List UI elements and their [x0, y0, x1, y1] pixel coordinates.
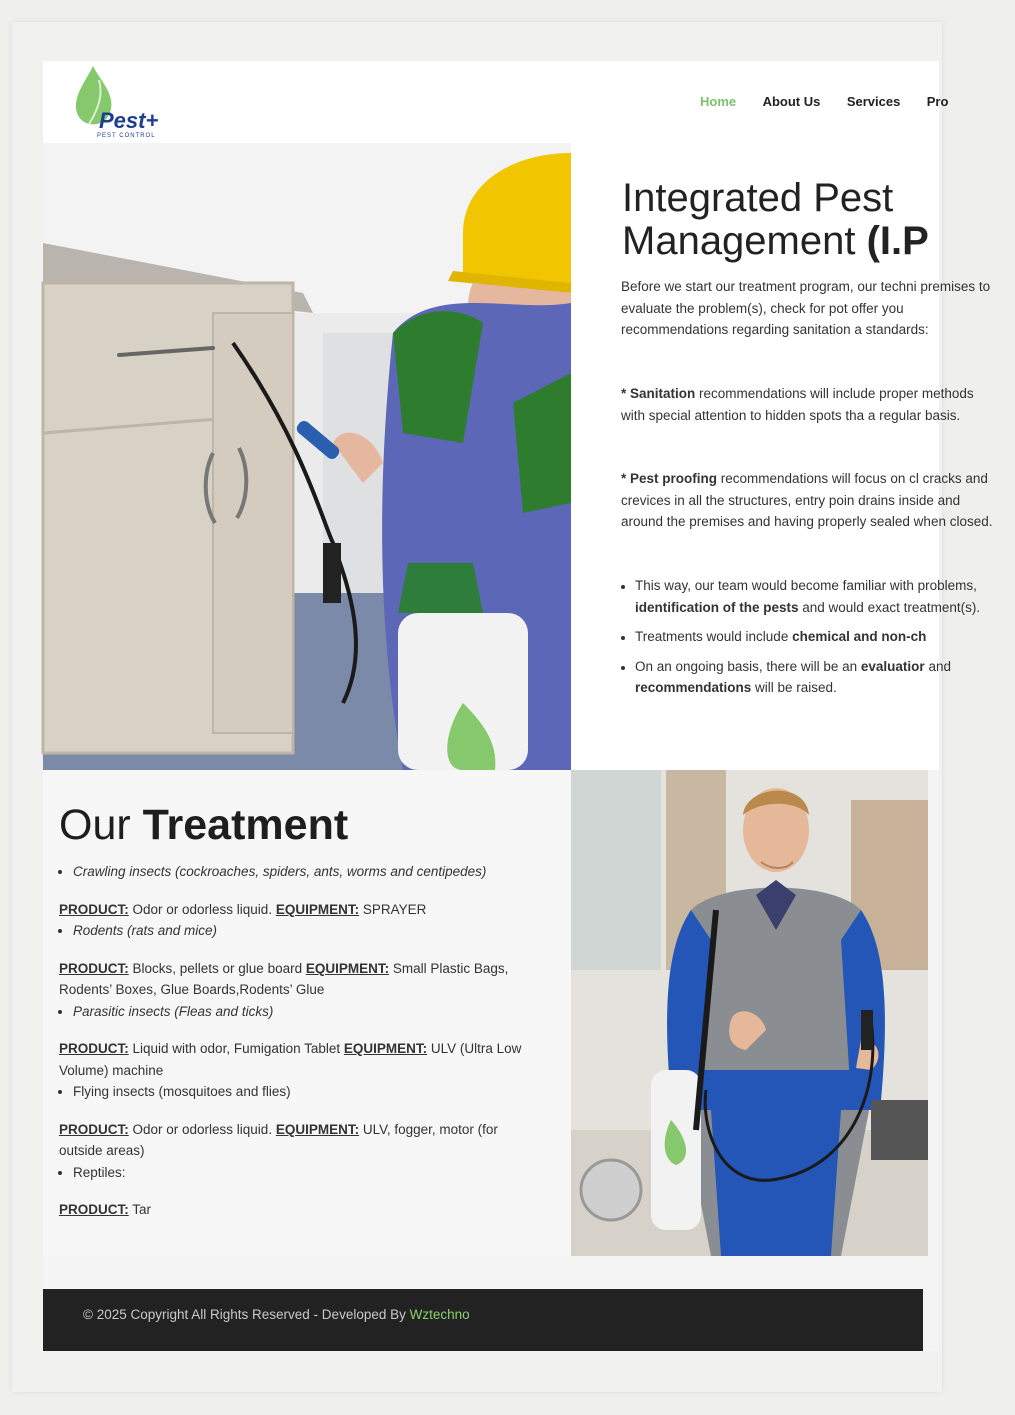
list-item: • Flying insects (mosquitoes and flies) — [73, 1081, 529, 1103]
list-item: • This way, our team would become familiar with problems, identification of the pests and would exact treatment(s). — [635, 575, 1015, 618]
proofing-label: Pest proofing — [630, 471, 718, 486]
proofing-star: * — [621, 471, 627, 486]
ipm-intro: Before we start our treatment program, our techni premises to evaluate the problem(s), check for pot offer you recommendations regarding sanitation a standards: — [621, 279, 991, 337]
ipm-sanitation — [621, 383, 1001, 426]
footer-copyright — [83, 1307, 470, 1322]
ipm-section — [571, 143, 993, 770]
list-item: • Rodents (rats and mice) — [73, 920, 529, 942]
copyright-text: © 2025 Copyright All Rights Reserved - Developed By — [83, 1307, 410, 1322]
nav-products[interactable]: Pro — [926, 94, 949, 109]
leaf-drop-icon — [73, 64, 173, 140]
product-line: PRODUCT: Odor or odorless liquid. EQUIPMENT: SPRAYER — [59, 901, 427, 917]
main-nav — [700, 93, 970, 111]
logo-wordmark: Pest+ — [99, 108, 159, 133]
list-item: • On an ongoing basis, there will be an evaluatior and recommendations will be raised. — [635, 656, 1015, 699]
sanitation-text: recommendations will include proper methods with special attention to hidden spots tha a regular basis. — [621, 386, 974, 423]
ipm-heading-line2: Management — [622, 219, 856, 263]
ipm-pest-proofing — [621, 468, 1001, 533]
site-footer — [43, 1289, 923, 1351]
sanitation-star: * — [621, 386, 627, 401]
treatment-list — [59, 861, 529, 1221]
proofing-text: recommendations will focus on cl cracks and crevices in all the structures, entry poin drains inside and around the premises and having properly sealed when closed. — [621, 471, 993, 529]
ipm-heading-line1: Integrated Pest — [622, 176, 894, 220]
ipm-bullet-list — [621, 575, 1015, 707]
ipm-heading — [622, 177, 952, 263]
sanitation-label: Sanitation — [630, 386, 696, 401]
ipm-heading-abbr: (I.P — [866, 219, 929, 263]
nav-home[interactable]: Home — [700, 94, 737, 109]
treatment-heading — [59, 800, 348, 850]
product-line: PRODUCT: Blocks, pellets or glue board EQUIPMENT: Small Plastic Bags, Rodents’ Boxes, Glue Boards,Rodents’ Glue — [59, 960, 509, 997]
developer-link[interactable]: Wztechno — [409, 1307, 470, 1322]
treatment-section — [43, 770, 571, 1256]
nav-services[interactable]: Services — [846, 94, 901, 109]
nav-about-us[interactable]: About Us — [762, 94, 821, 109]
list-item: • Parasitic insects (Fleas and ticks) — [73, 1001, 529, 1023]
list-item: • Reptiles: — [73, 1162, 529, 1184]
site-logo[interactable] — [73, 64, 173, 140]
product-line: PRODUCT: Liquid with odor, Fumigation Tablet EQUIPMENT: ULV (Ultra Low Volume) machine — [59, 1041, 522, 1078]
web-page — [43, 61, 993, 1351]
technician-spraying-photo — [43, 143, 571, 770]
treatment-heading-bold: Treatment — [142, 801, 349, 849]
list-item: • Treatments would include chemical and non-ch — [635, 626, 1015, 648]
logo-subtitle: PEST CONTROL — [97, 133, 156, 139]
product-line: PRODUCT: Tar — [59, 1202, 152, 1217]
pest-control-worker-photo — [571, 770, 928, 1256]
list-item: • Crawling insects (cockroaches, spiders, ants, worms and centipedes) — [73, 861, 529, 883]
site-header — [43, 61, 949, 143]
product-line: PRODUCT: Odor or odorless liquid. EQUIPMENT: ULV, fogger, motor (for outside areas) — [59, 1121, 498, 1158]
treatment-heading-light: Our — [59, 801, 131, 849]
